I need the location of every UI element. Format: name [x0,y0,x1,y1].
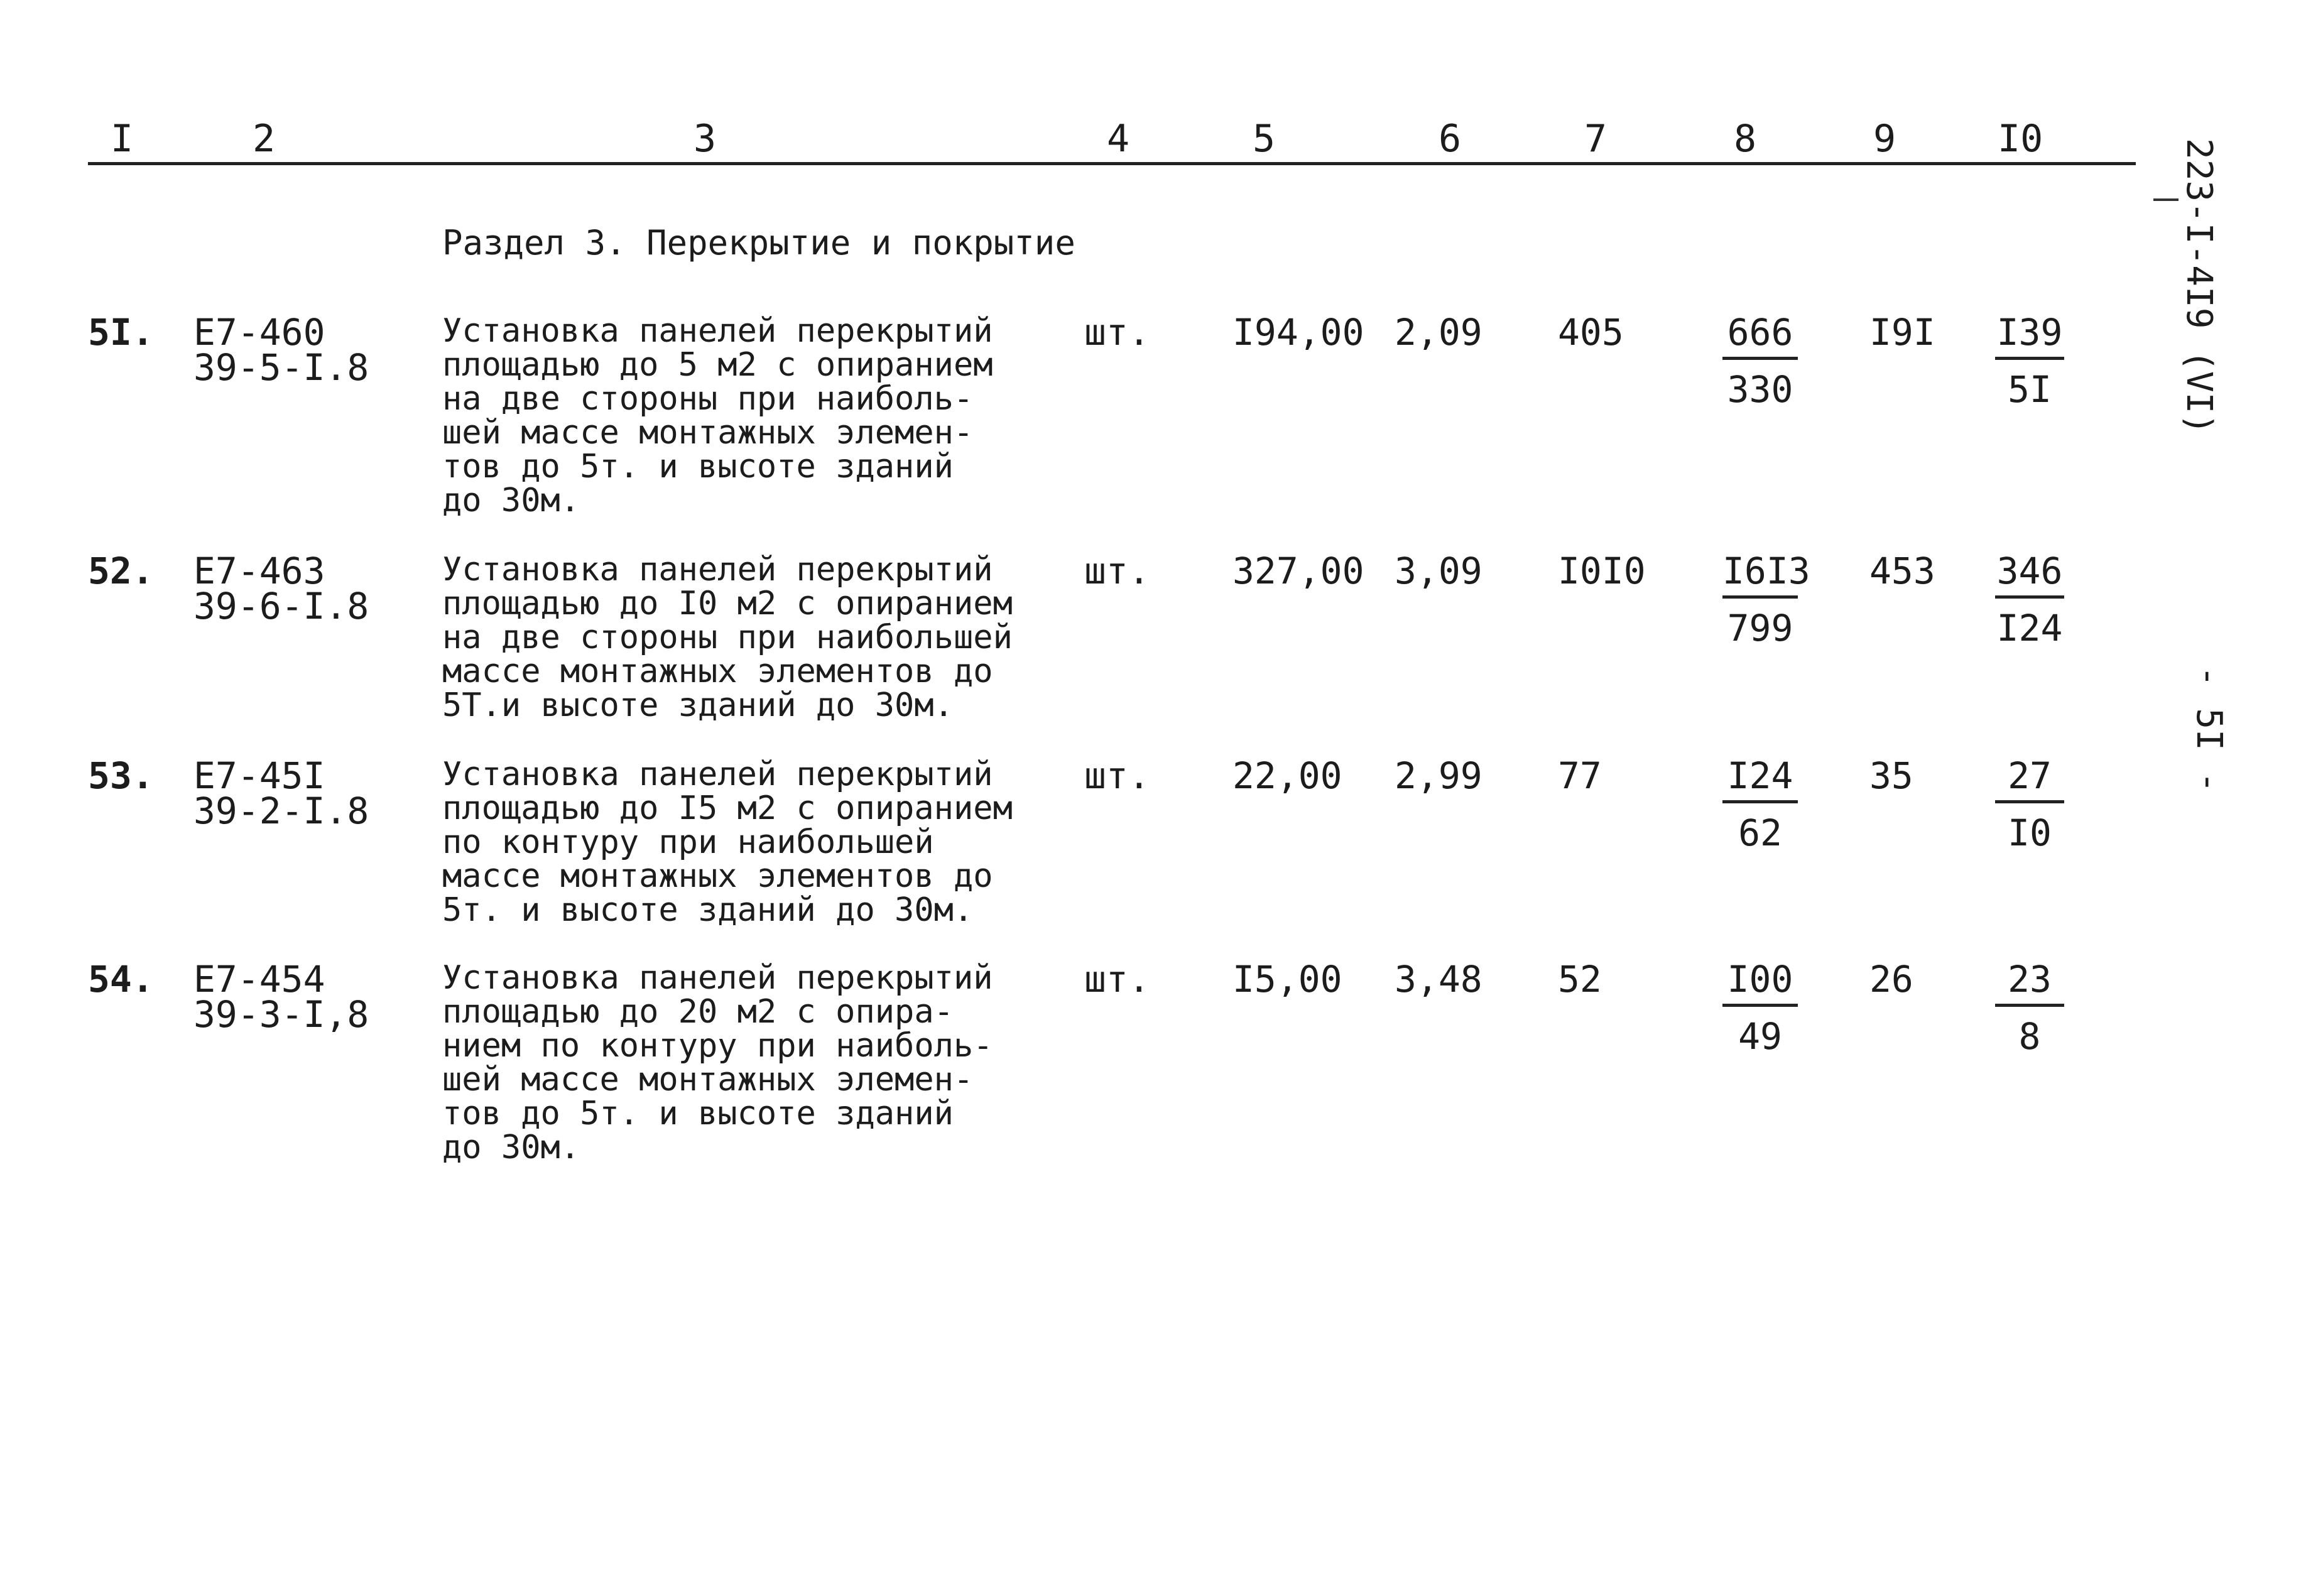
col-header-5: 5 [1253,117,1276,161]
unit: шт. [1084,311,1150,354]
col5-value: 327,00 [1232,550,1364,592]
col7-value: 52 [1558,958,1602,1001]
work-description [442,553,1083,722]
col8-numerator: I6I3 [1722,553,1798,599]
description-line: массе монтажных элементов до [442,857,993,895]
col-header-4: 4 [1107,117,1130,161]
row-number: 53. [88,754,154,797]
col-header-6: 6 [1439,117,1462,161]
row-number: 52. [88,550,154,592]
col9-value: 35 [1869,754,1913,797]
col8-denominator: 62 [1738,812,1782,854]
col5-value: I94,00 [1232,311,1364,354]
col-header-10: I0 [1998,117,2043,161]
col8-denominator: 49 [1738,1015,1782,1058]
description-line: Установка панелей перекрытий [442,959,993,997]
description-line: шей массе монтажных элемен- [442,414,974,452]
margin-dash [2153,198,2179,201]
col8-fraction [1722,958,1798,1058]
description-line: Установка панелей перекрытий [442,756,993,793]
norm-code-line: E7-460 [193,311,325,354]
description-line: 5Т.и высоте зданий до 30м. [442,687,954,724]
work-description [442,314,1083,518]
col6-value: 2,09 [1395,311,1482,354]
col7-value: 77 [1558,754,1602,797]
col8-fraction [1722,311,1798,411]
work-description [442,757,1083,927]
col-header-7: 7 [1584,117,1607,161]
col8-numerator: I24 [1722,757,1798,803]
description-line: Установка панелей перекрытий [442,312,993,350]
work-description [442,961,1083,1164]
col8-numerator: 666 [1722,314,1798,360]
description-line: массе монтажных элементов до [442,653,993,690]
col7-value: I0I0 [1558,550,1646,592]
description-line: шей массе монтажных элемен- [442,1061,974,1099]
page-number: - 5I - [2189,666,2229,793]
col10-fraction [1995,550,2064,649]
col10-fraction [1995,958,2064,1058]
unit: шт. [1084,958,1150,1001]
norm-code-line: E7-463 [193,550,325,592]
col10-denominator: I24 [1996,607,2063,649]
description-line: 5т. и высоте зданий до 30м. [442,891,974,929]
col-header-8: 8 [1734,117,1757,161]
col10-numerator: 27 [1995,757,2064,803]
description-line: до 30м. [442,1129,580,1166]
col-header-9: 9 [1873,117,1896,161]
unit: шт. [1084,754,1150,797]
norm-code-line: 39-3-I,8 [193,993,369,1036]
col5-value: I5,00 [1232,958,1342,1001]
description-line: на две стороны при наибольшей [442,619,1013,656]
col6-value: 3,48 [1395,958,1482,1001]
description-line: нием по контуру при наиболь- [442,1027,993,1065]
col5-value: 22,00 [1232,754,1342,797]
norm-code [193,754,369,832]
norm-code-line: 39-2-I.8 [193,790,369,832]
col8-numerator: I00 [1722,961,1798,1007]
description-line: площадью до I5 м2 с опиранием [442,790,1013,827]
description-line: Установка панелей перекрытий [442,551,993,589]
description-line: по контуру при наибольшей [442,823,934,861]
col10-denominator: I0 [2008,812,2052,854]
col10-denominator: 5I [2008,368,2052,411]
norm-code [193,958,369,1036]
description-line: площадью до 5 м2 с опиранием [442,346,993,384]
col6-value: 3,09 [1395,550,1482,592]
description-line: на две стороны при наиболь- [442,380,974,418]
col6-value: 2,99 [1395,754,1482,797]
description-line: площадью до I0 м2 с опиранием [442,585,1013,622]
col10-numerator: 23 [1995,961,2064,1007]
unit: шт. [1084,550,1150,592]
description-line: площадью до 20 м2 с опира- [442,993,954,1031]
col7-value: 405 [1558,311,1624,354]
col-header-3: 3 [694,117,717,161]
col10-fraction [1995,754,2064,854]
norm-code [193,550,369,627]
col-header-2: 2 [253,117,276,161]
col9-value: 453 [1869,550,1935,592]
col8-denominator: 330 [1727,368,1793,411]
description-line: тов до 5т. и высоте зданий [442,448,954,486]
col8-denominator: 799 [1727,607,1793,649]
norm-code [193,311,369,389]
col9-value: I9I [1869,311,1935,354]
description-line: до 30м. [442,482,580,519]
col8-fraction [1722,550,1810,649]
section-title: Раздел 3. Перекрытие и покрытие [442,223,1075,263]
norm-code-line: E7-454 [193,958,325,1001]
col-header-1: I [111,117,134,161]
col10-numerator: 346 [1995,553,2064,599]
description-line: тов до 5т. и высоте зданий [442,1095,954,1132]
norm-code-line: 39-6-I.8 [193,585,369,627]
document-code: 223-I-4I9 (VI) [2179,138,2219,435]
row-number: 54. [88,958,154,1001]
header-rule [88,162,2136,165]
norm-code-line: 39-5-I.8 [193,346,369,389]
norm-code-line: E7-45I [193,754,325,797]
col10-numerator: I39 [1995,314,2064,360]
col10-fraction [1995,311,2064,411]
col9-value: 26 [1869,958,1913,1001]
col8-fraction [1722,754,1798,854]
row-number: 5I. [88,311,154,354]
col10-denominator: 8 [2018,1015,2041,1058]
